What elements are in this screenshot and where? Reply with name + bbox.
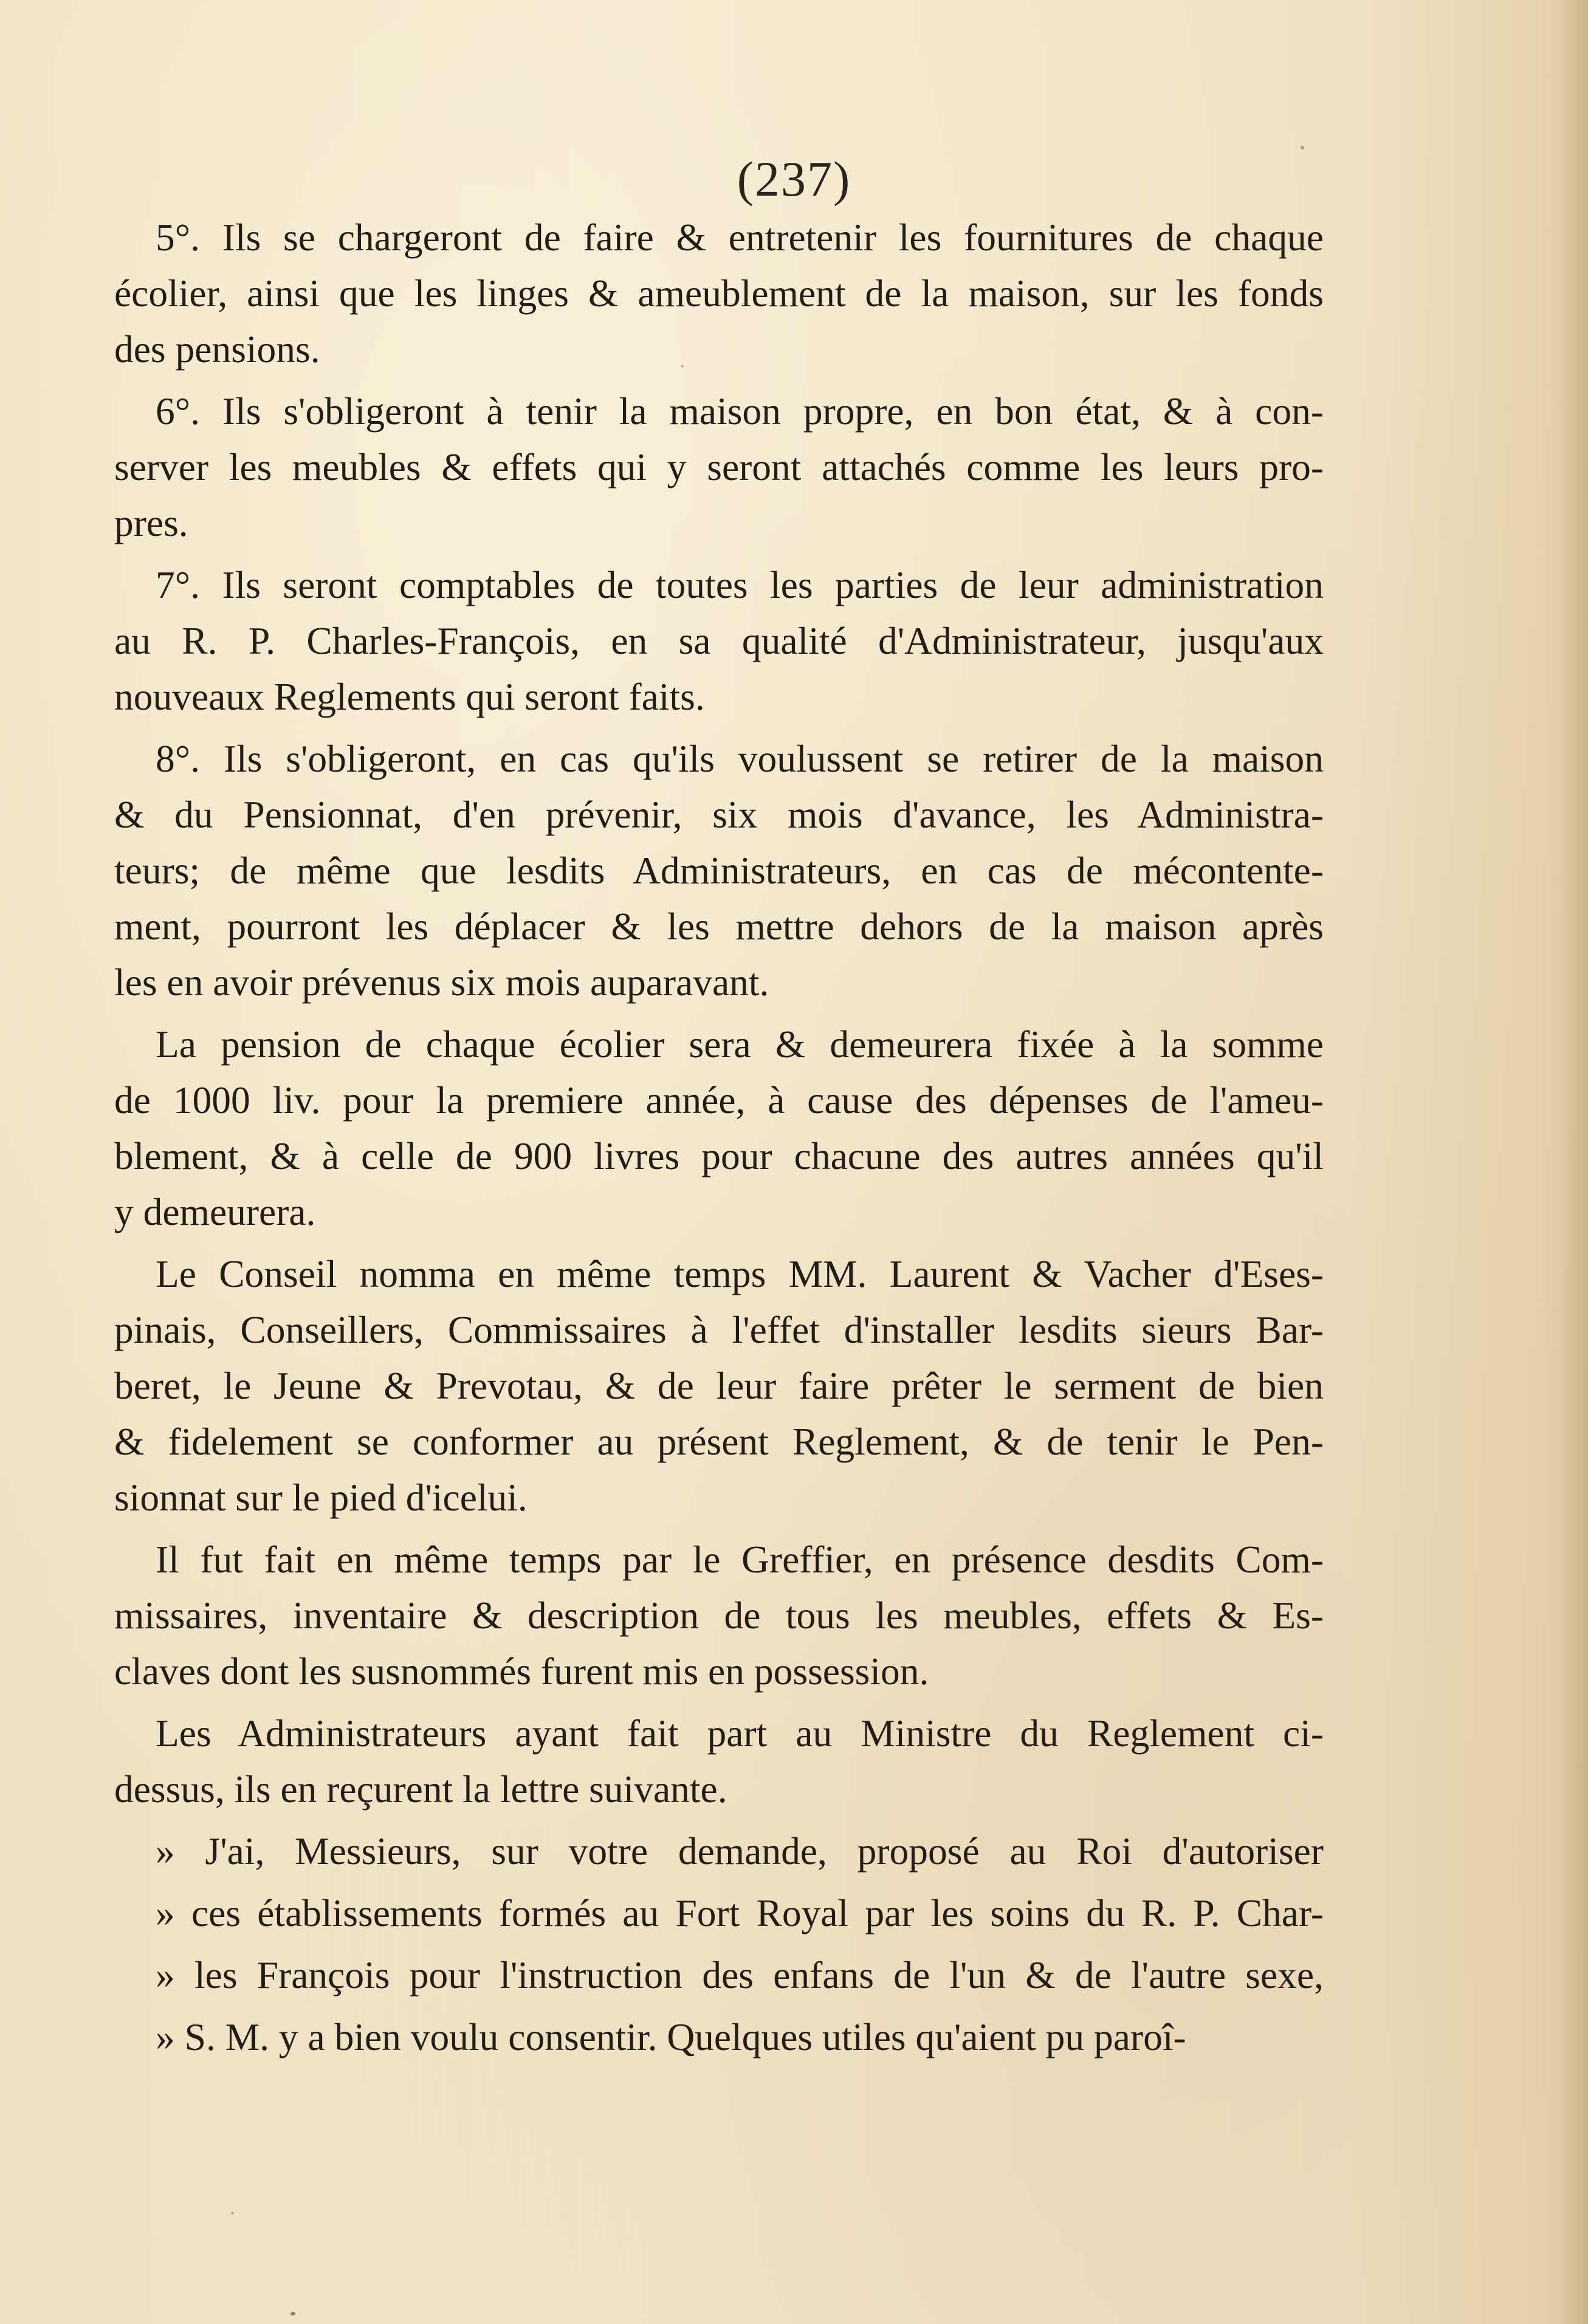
- text-line: pres.: [114, 501, 188, 544]
- ink-spot: [1301, 146, 1304, 149]
- text-line: nouveaux Reglements qui seront faits.: [114, 675, 705, 718]
- body-text: [114, 210, 1324, 2065]
- page-number: (237): [737, 151, 851, 207]
- text-line: » ces établissements formés au Fort Royal par les soins du R. P. Char-: [156, 1891, 1324, 1935]
- text-line: 8°. Ils s'obligeront, en cas qu'ils voulussent se retirer de la maison: [156, 737, 1324, 780]
- text-line: La pension de chaque écolier sera & demeurera fixée à la somme: [156, 1023, 1324, 1066]
- text-line: teurs; de même que lesdits Administrateurs, en cas de mécontente-: [114, 849, 1324, 892]
- text-line: 6°. Ils s'obligeront à tenir la maison propre, en bon état, & à con-: [156, 389, 1324, 433]
- text-line: server les meubles & effets qui y seront attachés comme les leurs pro-: [114, 445, 1324, 488]
- page-edge-shadow: [1560, 0, 1588, 2324]
- text-line: beret, le Jeune & Prevotau, & de leur faire prêter le serment de bien: [114, 1364, 1324, 1407]
- text-line: Les Administrateurs ayant fait part au Ministre du Reglement ci-: [156, 1712, 1324, 1755]
- text-line: & fidelement se conformer au présent Reglement, & de tenir le Pen-: [114, 1420, 1324, 1463]
- text-line: de 1000 liv. pour la premiere année, à cause des dépenses de l'ameu-: [114, 1078, 1324, 1122]
- text-line: Le Conseil nomma en même temps MM. Laurent & Vacher d'Eses-: [156, 1252, 1324, 1295]
- text-line: Il fut fait en même temps par le Greffier, en présence desdits Com-: [156, 1538, 1324, 1581]
- ink-spot: [231, 2212, 234, 2215]
- text-line: claves dont les susnommés furent mis en possession.: [114, 1650, 929, 1693]
- text-line: y demeurera.: [114, 1190, 316, 1233]
- text-line: missaires, inventaire & description de tous les meubles, effets & Es-: [114, 1594, 1324, 1637]
- text-line: au R. P. Charles-François, en sa qualité d'Administrateur, jusqu'aux: [114, 619, 1324, 662]
- text-line: écolier, ainsi que les linges & ameublement de la maison, sur les fonds: [114, 272, 1324, 315]
- text-line: sionnat sur le pied d'icelui.: [114, 1476, 528, 1519]
- text-line: » J'ai, Messieurs, sur votre demande, proposé au Roi d'autoriser: [156, 1829, 1324, 1873]
- text-line: pinais, Conseillers, Commissaires à l'effet d'installer lesdits sieurs Bar-: [114, 1308, 1324, 1351]
- text-line: des pensions.: [114, 327, 320, 371]
- text-line: 7°. Ils seront comptables de toutes les parties de leur administration: [156, 563, 1324, 606]
- ink-spot: [290, 2312, 295, 2315]
- text-line: les en avoir prévenus six mois auparavant.: [114, 961, 769, 1004]
- text-line: ment, pourront les déplacer & les mettre dehors de la maison après: [114, 905, 1324, 948]
- text-line: & du Pensionnat, d'en prévenir, six mois d'avance, les Administra-: [114, 793, 1324, 836]
- text-line: » S. M. y a bien voulu consentir. Quelques utiles qu'aient pu paroî-: [156, 2015, 1186, 2058]
- text-line: 5°. Ils se chargeront de faire & entretenir les fournitures de chaque: [156, 216, 1324, 259]
- text-line: » les François pour l'instruction des enfans de l'un & de l'autre sexe,: [156, 1953, 1324, 1997]
- text-line: dessus, ils en reçurent la lettre suivante.: [114, 1767, 727, 1811]
- text-line: blement, & à celle de 900 livres pour chacune des autres années qu'il: [114, 1134, 1324, 1177]
